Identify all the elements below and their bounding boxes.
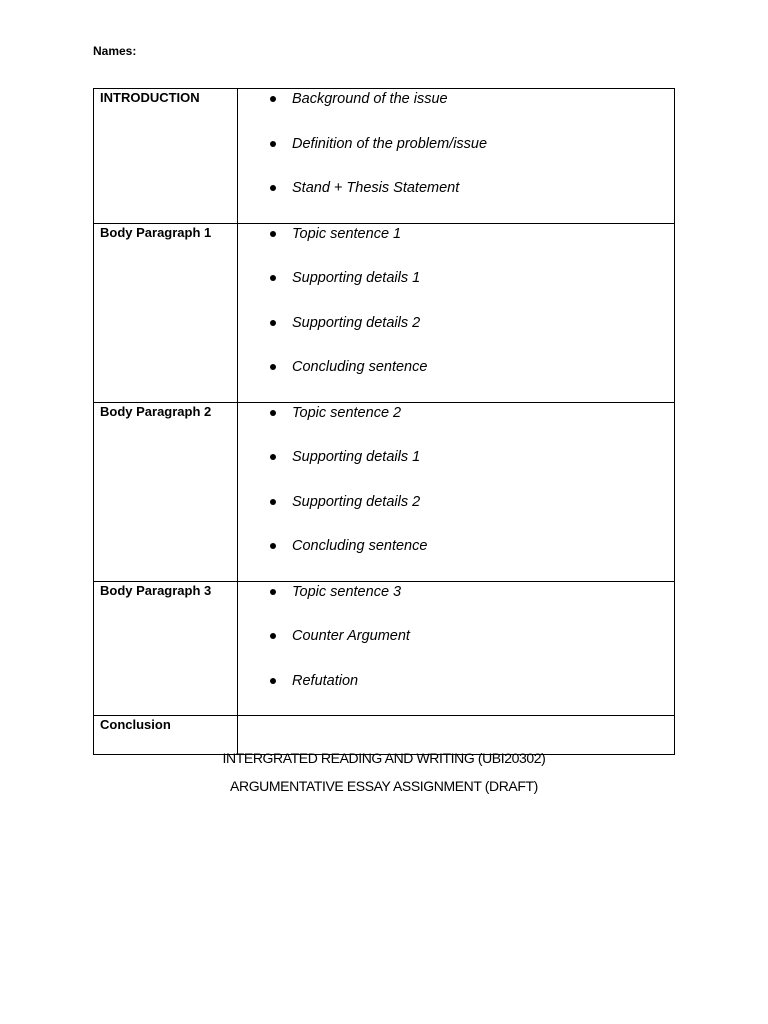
- row-label: Body Paragraph 2: [94, 402, 238, 581]
- outline-row-conclusion: [94, 716, 675, 755]
- bullet-dot-icon: [270, 454, 276, 460]
- bullet-item: [268, 224, 674, 269]
- bullet-item: [268, 178, 674, 223]
- bullet-item: [268, 313, 674, 358]
- bullet-text: Background of the issue: [292, 91, 448, 107]
- bullet-text: Supporting details 2: [292, 493, 421, 510]
- outline-row-body-paragraph-1: [94, 223, 675, 402]
- row-points: [238, 89, 675, 224]
- outline-row-introduction: [94, 89, 675, 224]
- bullet-item: [268, 536, 674, 581]
- bullet-dot-icon: [270, 678, 276, 684]
- bullet-dot-icon: [270, 589, 276, 595]
- bullet-text: Topic sentence 2: [292, 404, 402, 421]
- bullet-item: [268, 134, 674, 179]
- row-points-empty: [238, 716, 675, 755]
- bullet-text: Supporting details 2: [292, 314, 421, 331]
- bullet-dot-icon: [270, 543, 276, 549]
- outline-row-body-paragraph-2: [94, 402, 675, 581]
- bullet-item: [268, 268, 674, 313]
- bullet-text: Stand + Thesis Statement: [292, 180, 460, 196]
- row-label: INTRODUCTION: [94, 89, 238, 224]
- bullet-dot-icon: [270, 499, 276, 505]
- bullet-dot-icon: [270, 410, 276, 416]
- bullet-text: Topic sentence 3: [292, 583, 402, 600]
- row-points: [238, 223, 675, 402]
- bullet-dot-icon: [270, 320, 276, 326]
- bullet-text: Refutation: [292, 672, 359, 689]
- row-points: [238, 402, 675, 581]
- bullet-item: [268, 357, 674, 402]
- bullet-item: [268, 447, 674, 492]
- bullet-dot-icon: [270, 141, 276, 147]
- row-label: Conclusion: [94, 716, 238, 755]
- bullet-item: [268, 403, 674, 448]
- row-points: [238, 581, 675, 716]
- bullet-dot-icon: [270, 275, 276, 281]
- essay-outline-table: [93, 88, 675, 755]
- row-label: Body Paragraph 3: [94, 581, 238, 716]
- bullet-text: Counter Argument: [292, 628, 410, 644]
- bullet-item: [268, 671, 674, 716]
- bullet-item: [268, 582, 674, 627]
- bullet-dot-icon: [270, 364, 276, 370]
- names-label: Names:: [93, 44, 137, 58]
- bullet-item: [268, 89, 674, 134]
- bullet-text: Concluding sentence: [292, 359, 428, 375]
- bullet-text: Supporting details 1: [292, 270, 421, 286]
- assignment-title: ARGUMENTATIVE ESSAY ASSIGNMENT (DRAFT): [230, 778, 538, 794]
- bullet-item: [268, 626, 674, 671]
- bullet-text: Supporting details 1: [292, 449, 421, 465]
- bullet-text: Concluding sentence: [292, 538, 428, 554]
- outline-row-body-paragraph-3: [94, 581, 675, 716]
- course-title: INTERGRATED READING AND WRITING (UBI20302): [222, 750, 546, 766]
- bullet-dot-icon: [270, 633, 276, 639]
- row-label: Body Paragraph 1: [94, 223, 238, 402]
- bullet-item: [268, 492, 674, 537]
- bullet-text: Topic sentence 1: [292, 225, 402, 242]
- bullet-dot-icon: [270, 185, 276, 191]
- bullet-dot-icon: [270, 96, 276, 102]
- bullet-text: Definition of the problem/issue: [292, 135, 488, 152]
- bullet-dot-icon: [270, 231, 276, 237]
